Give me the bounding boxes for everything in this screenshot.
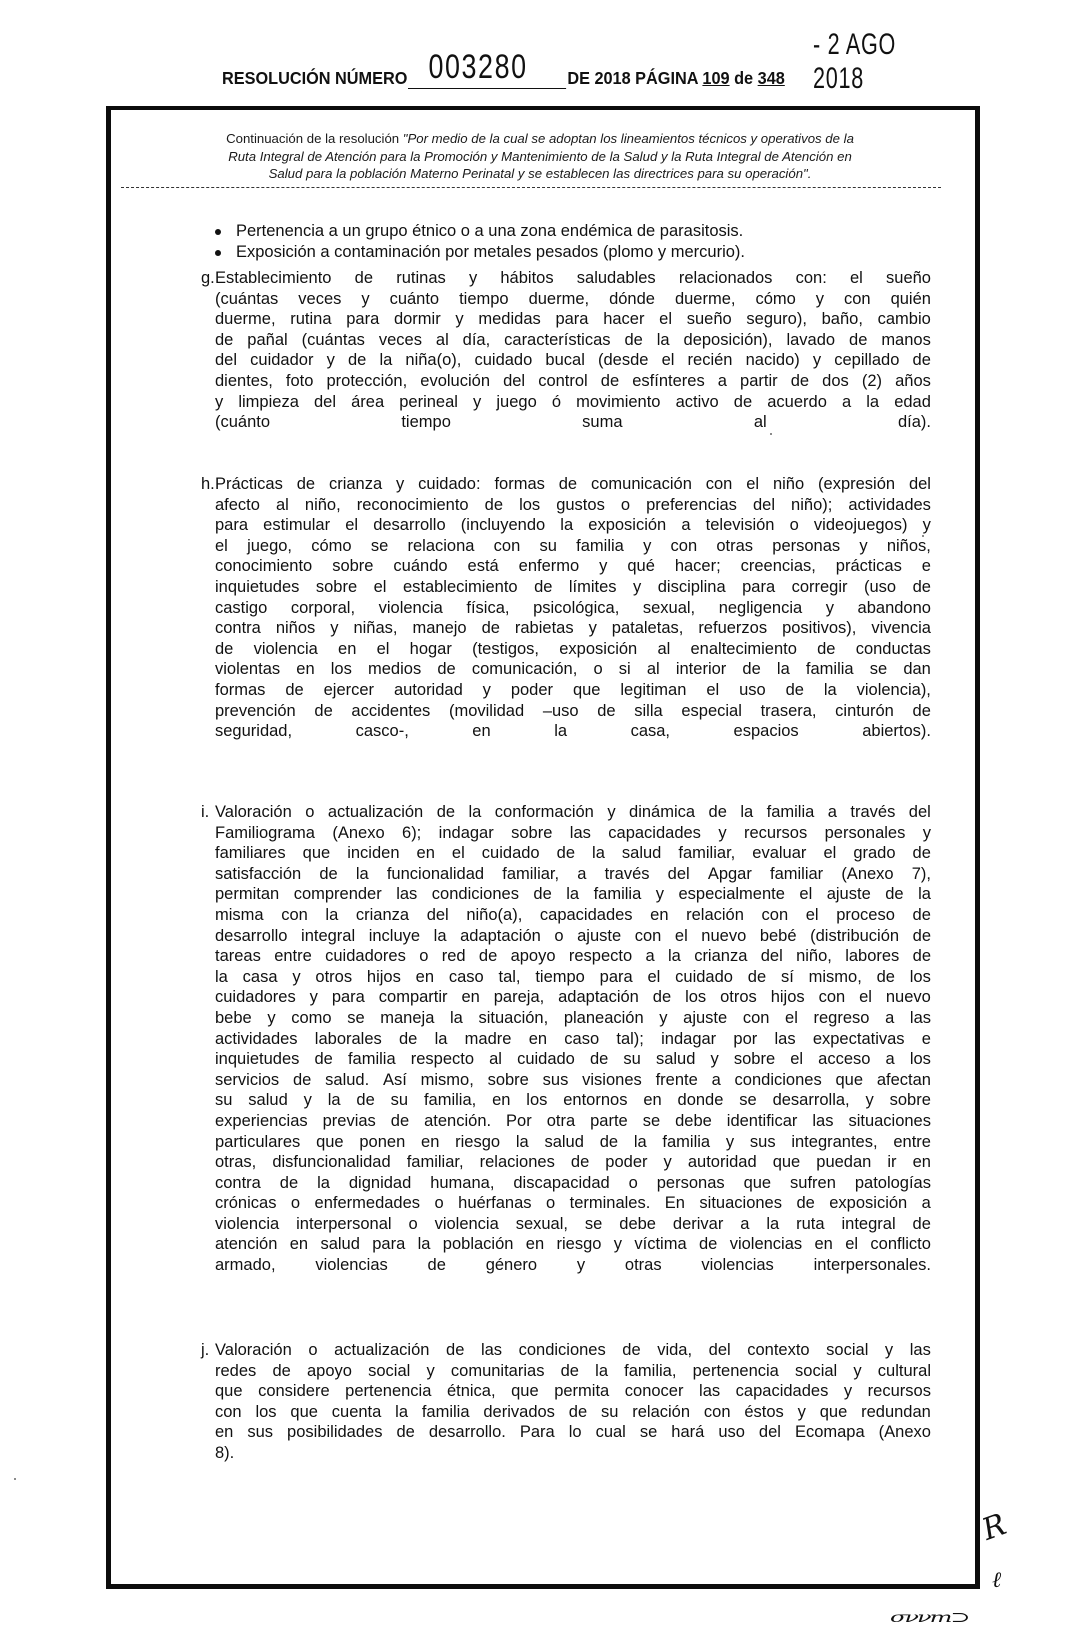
item-line: otras, disfuncionalidad familiar, relaciones de poder y autoridad que puedan ir en [215, 1153, 931, 1172]
item-line: afecto al niño, reconocimiento de los gustos o preferencias del niño); actividades [215, 495, 931, 514]
bullet-item [215, 221, 745, 242]
item-line: de pañal (cuántas veces al día, características de la deposición), lavado de manos [215, 330, 931, 349]
item-line: servicios de salud. Así mismo, sobre sus visiones frente a condiciones que afectan [215, 1070, 931, 1089]
item-line: dientes, foto protección, evolución del control de esfínteres a partir de dos (2) años [215, 371, 931, 390]
item-line: crónicas o enfermedades o huérfanas o terminales. En situaciones de exposición a [215, 1194, 931, 1213]
bullet-dot-icon [215, 229, 221, 235]
item-line: duerme, rutina para dormir y medidas para hacer el sueño seguro), baño, cambio [215, 310, 931, 329]
item-body [215, 1340, 931, 1464]
item-line: su salud y la de su familia, en los entornos en donde se desarrolla, y sobre [215, 1091, 931, 1110]
item-line: formas de ejercer autoridad y poder que legitiman el uso de la violencia), [215, 680, 931, 699]
item-line: actividades laborales de la madre en caso tal); indagar por las expectativas e [215, 1029, 931, 1048]
item-line: el juego, cómo se relaciona con su familia y con otras personas y niños, [215, 536, 931, 555]
page-of-label: de [734, 68, 754, 88]
item-line: satisfacción de la funcionalidad familiar, a través del Apgar familiar (Anexo 7), [215, 864, 931, 883]
resolution-number-field [408, 48, 566, 89]
bullet-dot-icon [215, 250, 221, 256]
year-label: DE 2018 PÁGINA [567, 68, 698, 88]
bullet-list [215, 221, 745, 263]
item-line: bebe y como se maneja la situación, planeación y ajuste con el regreso a las [215, 1008, 931, 1027]
item-line: castigo corporal, violencia física, psicológica, sexual, negligencia y abandono [215, 598, 931, 617]
resolution-line [222, 48, 785, 89]
item-line: desarrollo integral incluye la adaptación o ajuste con el nuevo bebé (distribución de [215, 926, 931, 945]
item-line: permitan comprender las condiciones de la familia y especialmente el ajuste de la [215, 885, 931, 904]
page-current: 109 [702, 68, 730, 88]
item-line: Establecimiento de rutinas y hábitos saludables relacionados con: el sueño [215, 269, 931, 287]
scan-speck [922, 535, 924, 537]
item-line: tareas entre cuidadores o red de apoyo respecto a la crianza del niño, labores de [215, 947, 931, 966]
handwritten-initial-1: R [977, 1507, 1011, 1548]
item-line: inquietudes de familia respecto al cuidado de su salud y sobre el acceso a los [215, 1050, 931, 1069]
item-line: familiares que inciden en el cuidado de la salud familiar, evaluar el grado de [215, 844, 931, 863]
continuation-title-2: Ruta Integral de Atención para la Promoción y Mantenimiento de la Salud y la Ruta Integral de Atención en [228, 148, 852, 164]
item-label: h. [201, 475, 215, 493]
resolution-number: 003280 [428, 48, 528, 86]
item-line: redes de apoyo social y comunitarias de la familia, pertenencia social y cultural [215, 1361, 931, 1380]
continuation-title-3: Salud para la población Materno Perinatal y se establecen las directrices para su operación". [268, 166, 812, 181]
item-line: particulares que ponen en riesgo la salud de la familia y sus integrantes, entre [215, 1132, 931, 1151]
continuation-line-1 [120, 130, 960, 148]
item-body [215, 802, 931, 1276]
item-line: armado, violencias de género y otras violencias interpersonales. [215, 1256, 931, 1275]
item-line: contra niños y niñas, manejo de rabietas y pataletas, refuerzos positivos), vivencia [215, 619, 931, 638]
item-line: Valoración o actualización de la conformación y dinámica de la familia a través del [215, 803, 931, 821]
bullet-text: Pertenencia a un grupo étnico o a una zona endémica de parasitosis. [236, 222, 744, 240]
page-total: 348 [757, 68, 785, 88]
item-line: experiencias previas de atención. Por otra parte se debe identificar las situaciones [215, 1111, 931, 1130]
item-label: g. [201, 269, 215, 287]
item-line: inquietudes sobre el establecimiento de límites y disciplina para corregir (uso de [215, 577, 931, 596]
continuation-title-1: "Por medio de la cual se adoptan los lineamientos técnicos y operativos de la [402, 131, 854, 146]
date-stamp: - 2 AGO 2018 [813, 28, 897, 95]
item-line: de violencia en el hogar (testigos, exposición al enaltecimiento de conductas [215, 639, 931, 658]
continuation-line-2 [120, 148, 960, 166]
continuation-note [120, 130, 960, 183]
continuation-prefix: Continuación de la resolución [226, 131, 403, 146]
item-line: violentas en los medios de comunicación, o si al interior de la familia se dan [215, 660, 931, 679]
item-line: (cuánto tiempo suma al día). [215, 413, 931, 432]
item-line: prevención de accidentes (movilidad –uso de silla especial trasera, cinturón de [215, 701, 931, 720]
item-line: para estimular el desarrollo (incluyendo la exposición a televisión o videojuegos) y [215, 516, 931, 535]
item-label: i. [201, 803, 210, 821]
item-line: contra de la dignidad humana, discapacidad o personas que sufren patologías [215, 1173, 931, 1192]
scan-speck [770, 433, 772, 435]
dashed-separator [121, 187, 941, 188]
item-line: 8). [215, 1443, 235, 1462]
item-line: misma con la crianza del niño(a), capacidades en relación con el proceso de [215, 905, 931, 924]
item-line: la casa y otros hijos en caso tal, tiempo para el cuidado de sí mismo, de los [215, 967, 931, 986]
handwritten-signature: σννm⊃ [890, 1608, 969, 1626]
item-line: Familiograma (Anexo 6); indagar sobre las capacidades y recursos personales y [215, 823, 931, 842]
scan-speck [14, 1478, 16, 1480]
item-line: del cuidador y de la niña(o), cuidado bucal (desde el recién nacido) y cepillado de [215, 351, 931, 370]
item-line: cuidadores y para compartir en pareja, adaptación de los otros hijos con el nuevo [215, 988, 931, 1007]
item-line: (cuántas veces y cuánto tiempo duerme, dónde duerme, cómo y con quién [215, 289, 931, 308]
item-line: seguridad, casco-, en la casa, espacios abiertos). [215, 722, 931, 741]
item-line: con los que cuenta la familia derivados de su relación con éstos y que redundan [215, 1402, 931, 1421]
continuation-line-3 [120, 165, 960, 183]
item-line: en sus posibilidades de desarrollo. Para lo cual se hará uso del Ecomapa (Anexo [215, 1423, 931, 1442]
document-header [222, 10, 942, 95]
item-label: j. [201, 1341, 210, 1359]
item-line: Valoración o actualización de las condiciones de vida, del contexto social y las [215, 1341, 931, 1359]
resolution-label: RESOLUCIÓN NÚMERO [222, 68, 408, 88]
item-line: Prácticas de crianza y cuidado: formas de comunicación con el niño (expresión del [215, 475, 931, 493]
item-line: y limpieza del área perineal y juego ó movimiento activo de acuerdo a la edad [215, 392, 931, 411]
item-body [215, 268, 931, 433]
item-line: atención en salud para la población en riesgo y víctima de violencias en el conflicto [215, 1235, 931, 1254]
item-line: violencia interpersonal o violencia sexual, se debe derivar a la ruta integral de [215, 1214, 931, 1233]
item-line: conocimiento sobre cuándo está enfermo y qué hacer; creencias, prácticas e [215, 557, 931, 576]
handwritten-initial-2: ℓ [992, 1568, 1002, 1593]
item-body [215, 474, 931, 742]
bullet-text: Exposición a contaminación por metales pesados (plomo y mercurio). [236, 243, 745, 261]
item-line: que considere pertenencia étnica, que permita conocer las capacidades y recursos [215, 1382, 931, 1401]
bullet-item [215, 242, 745, 263]
